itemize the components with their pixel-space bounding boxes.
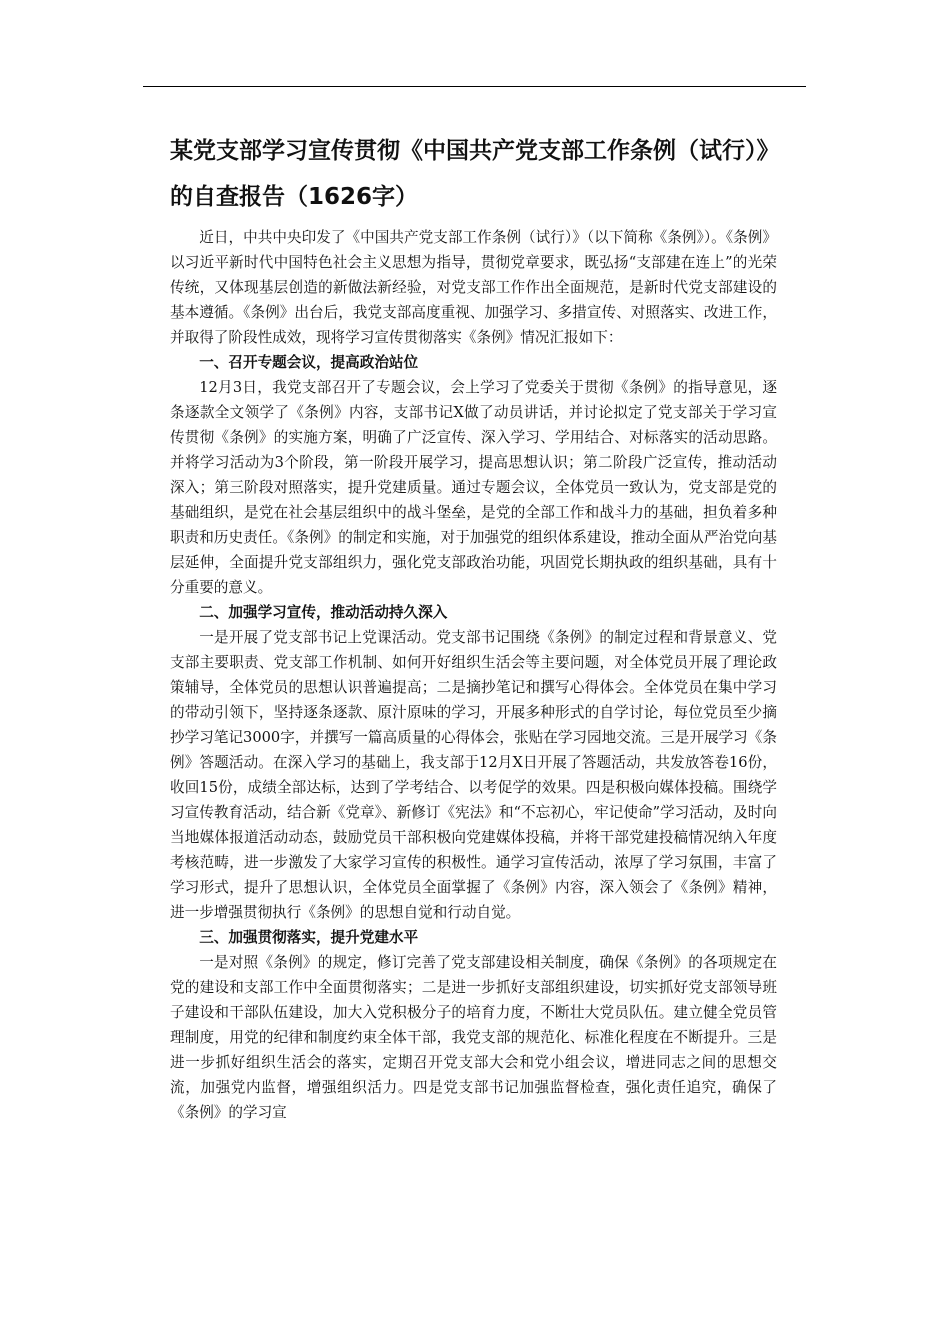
section-paragraph-1: 12月3日，我党支部召开了专题会议，会上学习了党委关于贯彻《条例》的指导意见，逐条逐款全文领学了《条例》内容，支部书记X做了动员讲话，并讨论拟定了党支部关于学习宣传贯彻《条例》的实施方案，明确了广泛宣传、深入学习、学用结合、对标落实的活动思路。并将学习活动为3个阶段，第一阶段开展学习，提高思想认识；第二阶段广泛宣传，推动活动深入；第三阶段对照落实，提升党建质量。通过专题会议，全体党员一致认为，党支部是党的基础组织，是党在社会基层组织中的战斗堡垒，是党的全部工作和战斗力的基础，担负着多种职责和历史责任。《条例》的制定和实施，对于加强党的组织体系建设，推动全面从严治党向基层延伸，全面提升党支部组织力，强化党支部政治功能，巩固党长期执政的组织基础，具有十分重要的意义。 <box>170 379 777 596</box>
document-title: 某党支部学习宣传贯彻《中国共产党支部工作条例（试行）》的自查报告（1626字） <box>170 138 780 210</box>
section-heading-2: 二、加强学习宣传，推动活动持久深入 <box>199 604 448 621</box>
intro-paragraph: 近日，中共中央印发了《中国共产党支部工作条例（试行）》（以下简称《条例》）。《条例》以习近平新时代中国特色社会主义思想为指导，贯彻党章要求，既弘扬“支部建在连上”的光荣传统，又体现基层创造的新做法新经验，对党支部工作作出全面规范，是新时代党支部建设的基本遵循。《条例》出台后，我党支部高度重视、加强学习、多措宣传、对照落实、改进工作，并取得了阶段性成效，现将学习宣传贯彻落实《条例》情况汇报如下： <box>170 229 777 346</box>
section-heading-3: 三、加强贯彻落实，提升党建水平 <box>199 929 419 946</box>
document-body <box>170 225 777 1125</box>
section-heading-1: 一、召开专题会议，提高政治站位 <box>199 354 419 371</box>
section-paragraph-3: 一是对照《条例》的规定，修订完善了党支部建设相关制度，确保《条例》的各项规定在党的建设和支部工作中全面贯彻落实；二是进一步抓好支部组织建设，切实抓好党支部领导班子建设和干部队伍建设，加大入党积极分子的培育力度，不断壮大党员队伍。建立健全党员管理制度，用党的纪律和制度约束全体干部，我党支部的规范化、标准化程度在不断提升。三是进一步抓好组织生活会的落实，定期召开党支部大会和党小组会议，增进同志之间的思想交流，加强党内监督，增强组织活力。四是党支部书记加强监督检查，强化责任追究，确保了《条例》的学习宣 <box>170 954 777 1121</box>
header-rule <box>143 86 806 87</box>
section-paragraph-2: 一是开展了党支部书记上党课活动。党支部书记围绕《条例》的制定过程和背景意义、党支部主要职责、党支部工作机制、如何开好组织生活会等主要问题，对全体党员开展了理论政策辅导，全体党员的思想认识普遍提高；二是摘抄笔记和撰写心得体会。全体党员在集中学习的带动引领下，坚持逐条逐款、原汁原味的学习，开展多种形式的自学讨论，每位党员至少摘抄学习笔记3000字，并撰写一篇高质量的心得体会，张贴在学习园地交流。三是开展学习《条例》答题活动。在深入学习的基础上，我支部于12月X日开展了答题活动，共发放答卷16份，收回15份，成绩全部达标，达到了学考结合、以考促学的效果。四是积极向媒体投稿。围绕学习宣传教育活动，结合新《党章》、新修订《宪法》和“不忘初心，牢记使命”学习活动，及时向当地媒体报道活动动态，鼓励党员干部积极向党建媒体投稿，并将干部党建投稿情况纳入年度考核范畴，进一步激发了大家学习宣传的积极性。通学习宣传活动，浓厚了学习氛围，丰富了学习形式，提升了思想认识，全体党员全面掌握了《条例》内容，深入领会了《条例》精神，进一步增强贯彻执行《条例》的思想自觉和行动自觉。 <box>170 629 777 921</box>
